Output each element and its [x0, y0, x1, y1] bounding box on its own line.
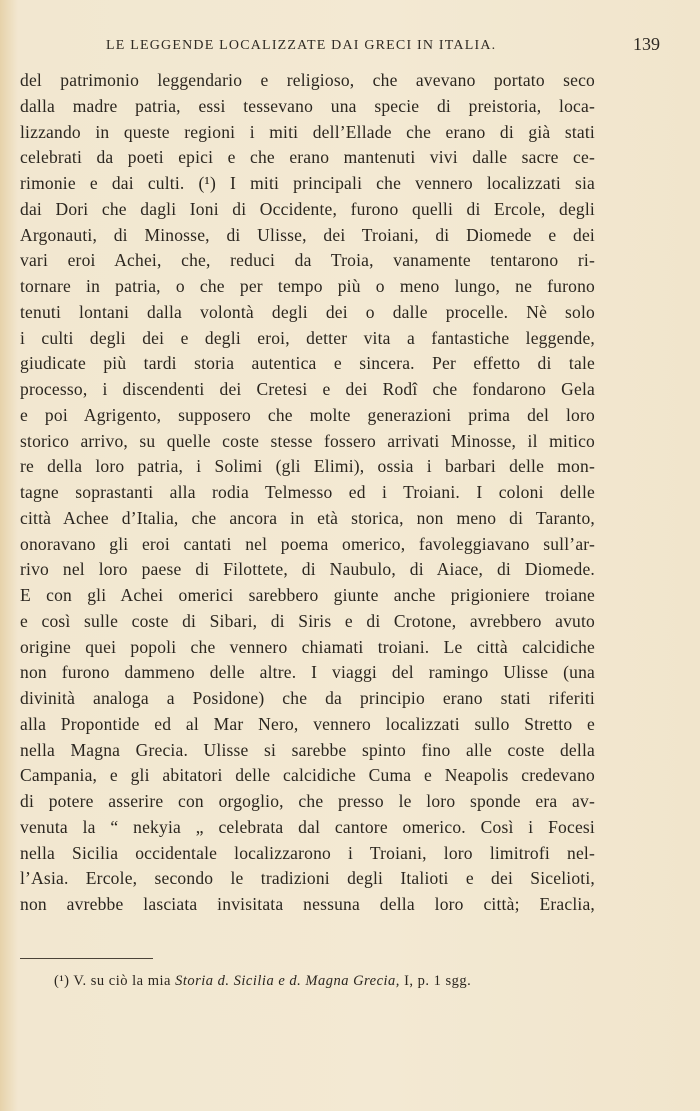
text-line-8: vari eroi Achei, che, reduci da Troia, vanamente tentarono ri-: [20, 250, 595, 271]
page-number: 139: [633, 34, 660, 54]
footnote-marker: (¹): [54, 973, 70, 989]
text-line-5: rimonie e dai culti. (¹) I miti principali che vennero localizzati sia: [20, 173, 595, 193]
text-line-33: non avrebbe lasciata invisitata nessuna della loro città; Eraclia,: [20, 894, 595, 914]
footnote: [54, 973, 471, 990]
text-line-27: nella Magna Grecia. Ulisse si sarebbe spinto fino alle coste della: [20, 739, 595, 760]
footnote-title: Storia d. Sicilia e d. Magna Grecia,: [175, 973, 400, 989]
text-line-23: origine quei popoli che vennero chiamati troiani. Le città calcidiche: [20, 636, 595, 657]
text-line-30: venuta la “ nekyia „ celebrata dal cantore omerico. Così i Focesi: [20, 816, 595, 837]
text-line-28: Campania, e gli abitatori delle calcidiche Cuma e Neapolis credevano: [20, 765, 595, 786]
footnote-suffix: I, p. 1 sgg.: [404, 973, 472, 989]
text-line-14: e poi Agrigento, supposero che molte generazioni prima del loro: [20, 404, 595, 425]
text-line-19: onoravano gli eroi cantati nel poema omerico, favoleggiavano sull’ar-: [20, 533, 595, 554]
text-line-15: storico arrivo, su quelle coste stesse fossero arrivati Minosse, il mitico: [20, 430, 595, 451]
text-line-10: tenuti lontani dalla volontà degli dei o dalle procelle. Nè solo: [20, 301, 595, 322]
text-line-17: tagne soprastanti alla rodia Telmesso ed i Troiani. I coloni delle: [20, 482, 595, 502]
text-line-9: tornare in patria, o che per tempo più o meno lungo, ne furono: [20, 276, 595, 296]
text-line-21: E con gli Achei omerici sarebbero giunte anche prigioniere troiane: [20, 585, 595, 605]
text-line-12: giudicate più tardi storia autentica e sincera. Per effetto di tale: [20, 353, 595, 374]
text-line-1: del patrimonio leggendario e religioso, che avevano portato seco: [20, 70, 595, 90]
text-line-18: città Achee d’Italia, che ancora in età storica, non meno di Taranto,: [20, 507, 595, 528]
body-text: [20, 68, 595, 918]
text-line-4: celebrati da poeti epici e che erano mantenuti vivi dalle sacre ce-: [20, 147, 595, 168]
text-line-31: nella Sicilia occidentale localizzarono i Troiani, loro limitrofi nel-: [20, 842, 595, 863]
page-header: [20, 30, 660, 60]
text-line-6: dai Dori che dagli Ioni di Occidente, furono quelli di Ercole, degli: [20, 198, 595, 219]
text-line-26: alla Propontide ed al Mar Nero, vennero localizzati sullo Stretto e: [20, 713, 595, 734]
text-line-22: e così sulle coste di Sibari, di Siris e di Crotone, avrebbero avuto: [20, 610, 595, 631]
text-line-25: divinità analoga a Posidone) che da principio erano stati riferiti: [20, 688, 595, 708]
text-line-29: di potere asserire con orgoglio, che presso le loro sponde era av-: [20, 791, 595, 811]
text-line-3: lizzando in queste regioni i miti dell’Ellade che erano di già stati: [20, 121, 595, 142]
text-line-20: rivo nel loro paese di Filottete, di Naubulo, di Aiace, di Diomede.: [20, 559, 595, 580]
footnote-prefix: V. su ciò la mia: [73, 973, 171, 989]
text-line-32: l’Asia. Ercole, secondo le tradizioni degli Italioti e dei Sicelioti,: [20, 868, 595, 889]
running-head: LE LEGGENDE LOCALIZZATE DAI GRECI IN ITALIA.: [106, 38, 497, 53]
text-line-11: i culti degli dei e degli eroi, detter vita a fantastiche leggende,: [20, 327, 595, 348]
text-line-7: Argonauti, di Minosse, di Ulisse, dei Troiani, di Diomede e dei: [20, 224, 595, 245]
text-line-2: dalla madre patria, essi tessevano una specie di preistoria, loca-: [20, 95, 595, 116]
text-line-16: re della loro patria, i Solimi (gli Elimi), ossia i barbari delle mon-: [20, 456, 595, 477]
footnote-divider: [20, 958, 153, 959]
text-line-24: non furono dammeno delle altre. I viaggi del ramingo Ulisse (una: [20, 662, 595, 683]
text-line-13: processo, i discendenti dei Cretesi e dei Rodî che fondarono Gela: [20, 379, 595, 399]
